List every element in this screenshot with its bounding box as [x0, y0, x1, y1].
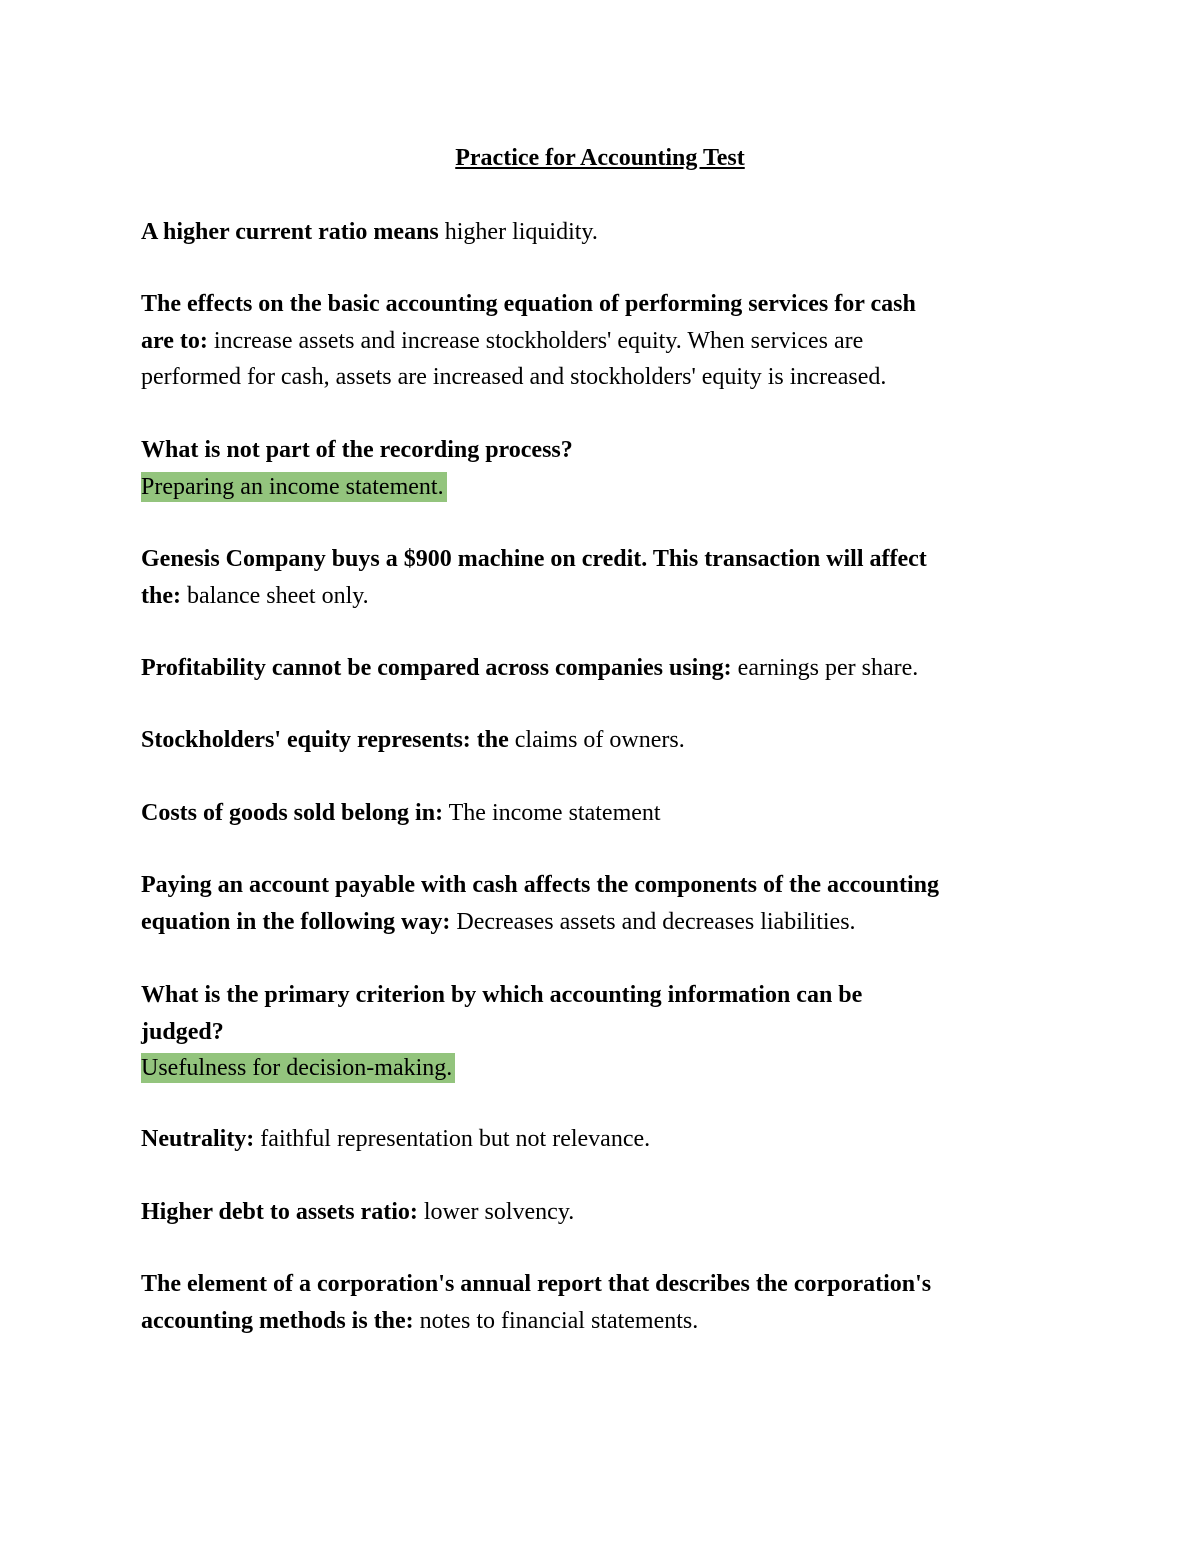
answer-text: performed for cash, assets are increased and stockholders' equity is increased.: [141, 364, 887, 390]
question-text: are to:: [141, 327, 208, 354]
question-text: Stockholders' equity represents: the: [141, 727, 509, 753]
question-text: The element of a corporation's annual report that describes the corporation's: [141, 1271, 932, 1297]
qa-item-services-for-cash: [141, 286, 1061, 396]
document-title: Practice for Accounting Test: [455, 145, 745, 171]
question-text: the:: [141, 582, 181, 609]
question-text: accounting methods is the:: [141, 1307, 414, 1334]
answer-text: claims of owners.: [508, 727, 685, 753]
highlighted-answer: Usefulness for decision-making.: [141, 1053, 455, 1083]
question-text: judged?: [141, 1018, 224, 1045]
qa-item-neutrality: [141, 1121, 1061, 1158]
qa-item-accounts-payable: [141, 867, 1061, 940]
answer-text: lower solvency.: [417, 1199, 575, 1225]
question-text: equation in the following way:: [141, 908, 451, 935]
question-text: Profitability cannot be compared across companies using:: [141, 655, 732, 681]
answer-text: balance sheet only.: [180, 582, 369, 609]
qa-item-debt-to-assets: [141, 1194, 1061, 1231]
qa-item-stockholders-equity: [141, 722, 1061, 759]
question-text: Neutrality:: [141, 1126, 255, 1152]
answer-text: earnings per share.: [731, 655, 919, 681]
question-text: The effects on the basic accounting equation of performing services for cash: [141, 291, 916, 317]
question-text: Costs of goods sold belong in:: [141, 800, 444, 826]
highlighted-answer: Preparing an income statement.: [141, 472, 447, 502]
question-text: Higher debt to assets ratio:: [141, 1199, 418, 1225]
qa-item-genesis-company: [141, 541, 1061, 614]
qa-item-recording-process: [141, 432, 1061, 505]
qa-item-profitability: [141, 650, 1061, 687]
answer-text: Decreases assets and decreases liabilities.: [450, 908, 856, 935]
answer-text: The income statement: [443, 800, 661, 826]
answer-text: increase assets and increase stockholders' equity. When services are: [207, 327, 864, 354]
qa-item-annual-report: [141, 1266, 1061, 1339]
qa-item-primary-criterion: [141, 977, 1061, 1087]
answer-text: notes to financial statements.: [413, 1307, 699, 1334]
qa-item-current-ratio: [141, 214, 1061, 251]
question-text: A higher current ratio means: [141, 219, 439, 245]
answer-text: higher liquidity.: [438, 219, 598, 245]
qa-item-cost-of-goods-sold: [141, 795, 1061, 832]
question-text: What is not part of the recording process?: [141, 437, 573, 463]
question-text: Genesis Company buys a $900 machine on credit. This transaction will affect: [141, 546, 927, 572]
question-text: Paying an account payable with cash affects the components of the accounting: [141, 872, 939, 898]
question-text: What is the primary criterion by which accounting information can be: [141, 982, 863, 1008]
answer-text: faithful representation but not relevance.: [254, 1126, 651, 1152]
